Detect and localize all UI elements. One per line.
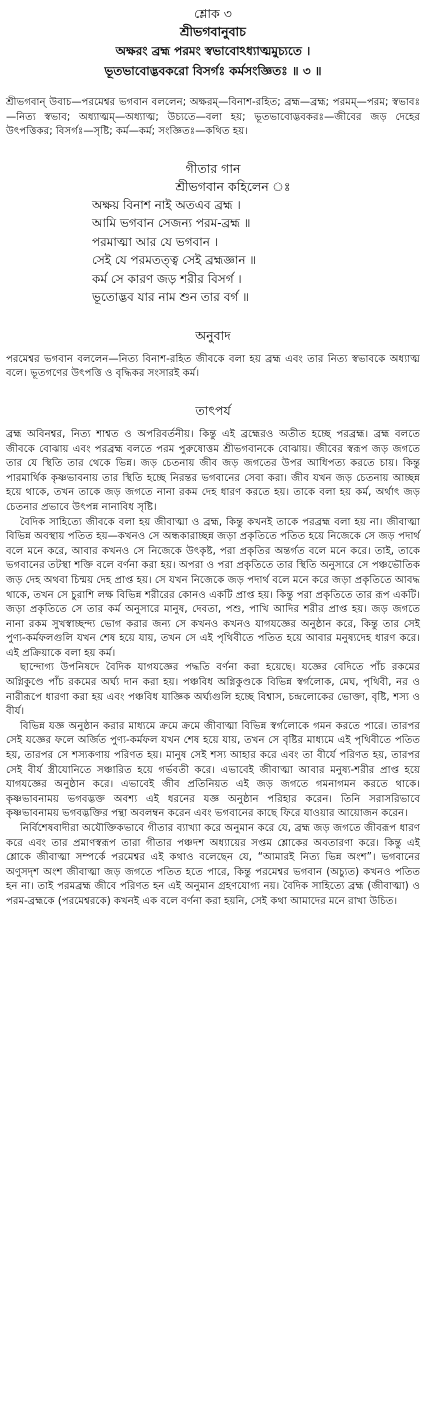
song-line: ভূতোদ্ভব যার নাম শুন তার বর্গ ॥ (92, 290, 249, 305)
translation-text: পরমেশ্বর ভগবান বললেন—নিত্য বিনাশ-রহিত জীবকে বলা হয় ব্রহ্ম এবং তার নিত্য স্বভাবকে অধ্যাত্ম বলে। ভূতগণের উৎপত্তি ও বৃদ্ধিকর সংসারই কর্ম। (6, 353, 420, 380)
song-speaker: শ্রীভগবান কহিলেন ঃ (175, 178, 291, 194)
shloka-line-1: অক্ষরং ব্রহ্ম পরমং স্বভাবোঽধ্যাত্মমুচ্যতে । (115, 44, 311, 58)
shloka-line-2: ভূতভাবোদ্ভবকরো বিসর্গঃ কর্মসংজ্ঞিতঃ ॥ ৩ ॥ (104, 64, 322, 78)
song-line: অক্ষয় বিনাশ নাই অতএব ব্রহ্ম । (92, 197, 241, 212)
song-line: পরমাত্মা আর যে ভগবান । (92, 234, 218, 249)
song-verse (6, 196, 420, 307)
purport-paragraph: ব্রহ্ম অবিনশ্বর, নিত্য শাশ্বত ও অপরিবর্তনীয়। কিন্তু এই ব্রহ্মেরও অতীত হচ্ছে পরব্রহ্ম। ব্রহ্ম বলতে জীবকে বোঝায় এবং পরব্রহ্ম বলতে পরম পুরুষোত্তম শ্রীভগবানকে বোঝায়। জীবের স্বরূপ জড় জগতে তার যে স্থিতি তার থেকে ভিন্ন। জড় চেতনায় জীব জড় জগতের উপর আধিপত্য করতে চায়। কিন্তু পারমার্থিক কৃষ্ণভাবনায় তার স্থিতি হচ্ছে নিরন্তর ভগবানের সেবা করা। জীব যখন জড় চেতনায় আচ্ছন্ন হয়ে থাকে, তখন তাকে জড় জগতে নানা রকম দেহ ধারণ করতে হয়। তাকে বলা হয় কর্ম, অর্থাৎ জড় চেতনার প্রভাবে উৎপন্ন নানাবিধ সৃষ্টি। (6, 428, 420, 513)
purport-paragraph: বৈদিক সাহিত্যে জীবকে বলা হয় জীবাত্মা ও ব্রহ্ম, কিন্তু কখনই তাকে পরব্রহ্ম বলা হয় না। জীবাত্মা বিভিন্ন অবস্থায় পতিত হয়—কখনও সে অন্ধকারাচ্ছন্ন জড়া প্রকৃতিতে পতিত হয়ে নিজেকে সে জড় পদার্থ বলে মনে করে, আবার কখনও সে নিজেকে উৎকৃষ্ট, পরা প্রকৃতির অন্তর্গত বলে মনে করে। তাই, তাকে ভগবানের তটস্থা শক্তি বলে বর্ণনা করা হয়। অপরা ও পরা প্রকৃতিতে তার স্থিতি অনুসারে সে পঞ্চভৌতিক জড় দেহ অথবা চিন্ময় দেহ প্রাপ্ত হয়। সে যখন নিজেকে জড় পদার্থ বলে মনে করে জড়া প্রকৃতিতে আবদ্ধ থাকে, তখন সে চুরাশি লক্ষ বিভিন্ন শরীরের কোনও একটি প্রাপ্ত হয়। কিন্তু পরা প্রকৃতিতে তার রূপ একটি। জড়া প্রকৃতিতে সে তার কর্ম অনুসারে মানুষ, দেবতা, পশু, পাখি আদির শরীর প্রাপ্ত হয়। জড় জগতে নানা রকম সুখস্বাচ্ছন্দ্য ভোগ করার জন্য সে কখনও কখনও যাগযজ্ঞের অনুষ্ঠান করে, কিন্তু তার সেই পুণ্য-কর্মফলগুলি যখন শেষ হয়ে যায়, তখন সে এই পৃথিবীতে পতিত হয়ে আবার মনুষ্যদেহ ধারণ করে। এই প্রক্রিয়াকে বলা হয় কর্ম। (6, 516, 420, 659)
verse-speaker: শ্রীভগবানুবাচ (180, 24, 246, 39)
word-for-word-meaning: শ্রীভগবান্ উবাচ—পরমেশ্বর ভগবান বললেন; অক্ষরম্—বিনাশ-রহিত; ব্রহ্ম—ব্রহ্ম; পরমম্—পরম; স্বভাবঃ—নিত্য স্বভাব; অধ্যাত্মম্—অধ্যাত্ম; উচ্যতে—বলা হয়; ভূতভাবোদ্ভবকরঃ—জীবের জড় দেহের উৎপত্তিকর; বিসর্গঃ—সৃষ্টি; কর্ম—কর্ম; সংজ্ঞিতঃ—কথিত হয়। (6, 97, 420, 138)
purport-paragraph: নির্বিশেষবাদীরা অযৌক্তিকভাবে গীতার ব্যাখ্যা করে অনুমান করে যে, ব্রহ্ম জড় জগতে জীবরূপ ধারণ করে এবং তার প্রমাণস্বরূপ তারা গীতার পঞ্চদশ অধ্যায়ের সপ্তম শ্লোকের অবতারণা করে। কিন্তু এই শ্লোকে জীবাত্মা সম্পর্কে পরমেশ্বর এই কথাও বলেছেন যে, “আমারই নিত্য ভিন্ন অংশ”। ভগবানের অণুসদৃশ অংশ জীবাত্মা জড় জগতে পতিত হতে পারে, কিন্তু পরমেশ্বর ভগবান (অচ্যুত) কখনও পতিত হন না। তাই পরমব্রহ্ম জীবে পরিণত হন এই অনুমান গ্রহণযোগ্য নয়। বৈদিক সাহিত্যে ব্রহ্ম (জীবাত্মা) ও পরম-ব্রহ্মকে (পরমেশ্বরকে) কখনই এক বলে বর্ণনা করা হয়নি, সেই কথা আমাদের মনে রাখা উচিত। (6, 823, 420, 907)
verse-heading: শ্লোক ৩ (194, 6, 232, 21)
translation-title: অনুবাদ (195, 327, 231, 343)
song-line: কর্ম সে কারণ জড় শরীর বিসর্গ । (92, 271, 242, 286)
song-title: গীতার গান (185, 160, 241, 176)
song-line: সেই যে পরমতত্ত্ব সেই ব্রহ্মজ্ঞান ॥ (92, 253, 257, 268)
song-line: আমি ভগবান সেজন্য পরম-ব্রহ্ম ॥ (92, 216, 251, 231)
purport-paragraph: বিভিন্ন যজ্ঞ অনুষ্ঠান করার মাধ্যমে ক্রমে ক্রমে জীবাত্মা বিভিন্ন স্বর্গলোকে গমন করতে পারে। তারপর সেই যজ্ঞের ফলে অর্জিত পুণ্য-কর্মফল যখন শেষ হয়ে যায়, তখন সে বৃষ্টির মাধ্যমে এই পৃথিবীতে পতিত হয়, তারপর সে শস্যকণায় পরিণত হয়। মানুষ সেই শস্য আহার করে এবং তা বীর্যে পরিণত হয়, তারপর সেই বীর্য স্ত্রীযোনিতে সঞ্চারিত হয়ে গর্ভবতী করে। এভাবেই জীবাত্মা আবার মনুষ্য-শরীর প্রাপ্ত হয়ে যাগযজ্ঞের অনুষ্ঠান করে। এভাবেই জীব প্রতিনিয়ত এই জড় জগতে গমনাগমন করতে থাকে। কৃষ্ণভাবনাময় ভগবদ্ভক্ত অবশ্য এই ধরনের যজ্ঞ অনুষ্ঠান পরিহার করেন। তিনি সরাসরিভাবে কৃষ্ণভাবনাময় ভগবদ্ভক্তির পন্থা অবলম্বন করেন এবং ভগবানের কাছে ফিরে যাওয়ার আয়োজন করেন। (6, 720, 420, 820)
purport-paragraph: ছান্দোগ্য উপনিষদে বৈদিক যাগযজ্ঞের পদ্ধতি বর্ণনা করা হয়েছে। যজ্ঞের বেদিতে পাঁচ রকমের অগ্নিকুণ্ডে পাঁচ রকমের অর্ঘ্য দান করা হয়। পঞ্চবিধ অগ্নিকুণ্ডকে বিভিন্ন স্বর্গলোক, মেঘ, পৃথিবী, নর ও নারীরূপে ধারণা করা হয় এবং পঞ্চবিধ যাজ্ঞিক অর্ঘ্যগুলি হচ্ছে বিশ্বাস, চন্দ্রলোকের ভোক্তা, বৃষ্টি, শস্য ও বীর্য। (6, 662, 420, 718)
purport-title: তাৎপর্য (195, 402, 231, 418)
